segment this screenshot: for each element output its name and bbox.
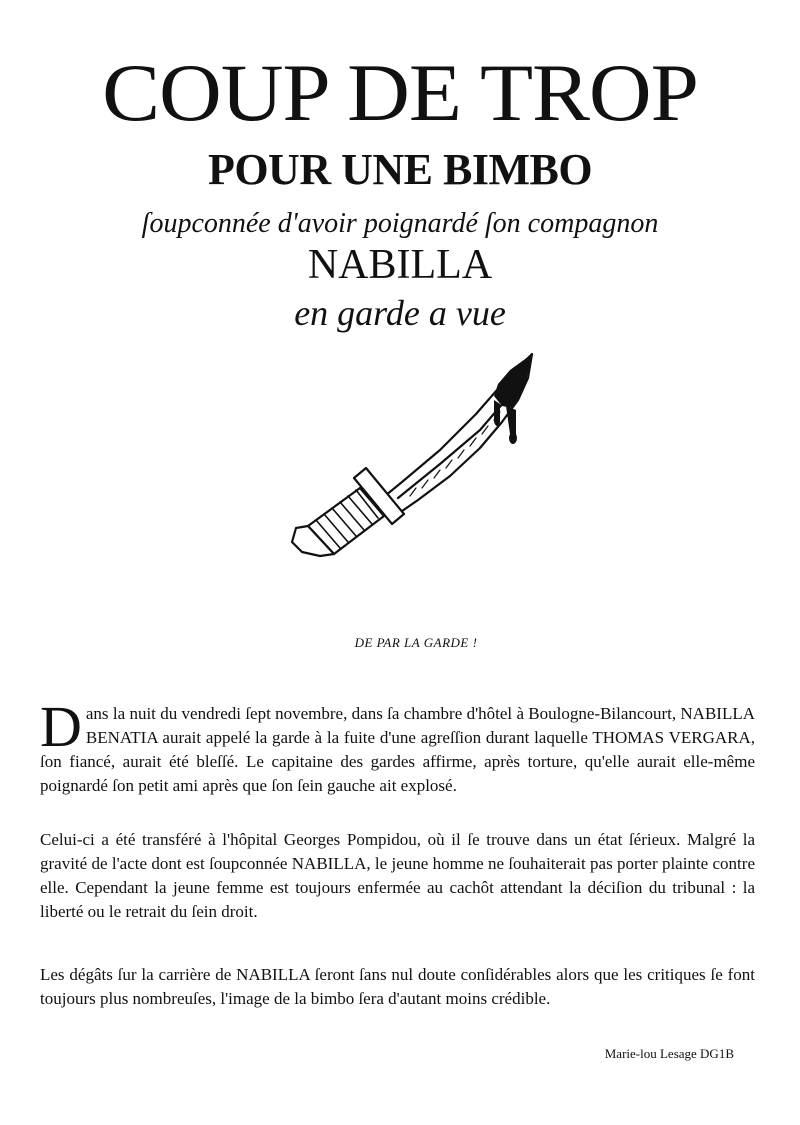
article-paragraph: Les dégâts ſur la carrière de NABILLA ſeront ſans nul doute conſidérables alors que les critiques ſe font toujours plus nombreuſes, l'image de la bimbo ſera d'autant moins crédible. [40, 965, 755, 1008]
drop-cap: D [40, 694, 82, 759]
status-line: en garde a vue [294, 293, 506, 333]
article-paragraph: Celui-ci a été transféré à l'hôpital Georges Pompidou, où il ſe trouve dans un état ſérieux. Malgré la gravité de l'acte dont est ſoupconnée NABILLA, le jeune homme ne ſouhaiterait pas porter plainte contre elle. Cependant la jeune femme est toujours enfermée au cachôt attendant la déciſion du tribunal : la liberté ou le retrait du ſein droit. [40, 830, 755, 921]
tagline: ſoupconnée d'avoir poignardé ſon compagnon [141, 208, 659, 239]
author-signature: Marie-lou Lesage DG1B [604, 1046, 734, 1061]
headline: COUP DE TROP [102, 47, 698, 138]
article-paragraph [40, 694, 755, 798]
paragraph-text: ans la nuit du vendredi ſept novembre, dans ſa chambre d'hôtel à Boulogne-Bilancourt, NABILLA BENATIA aurait appelé la garde à la fuite d'une agreſſion durant laquelle THOMAS VERGARA, ſon fiancé, aurait été bleſſé. Le capitaine des gardes affirme, après torture, qu'elle aurait elle-même poignardé ſon petit ami après que ſon ſein gauche ait explosé. [40, 704, 755, 795]
subheadline: POUR UNE BIMBO [207, 145, 593, 194]
featured-name: NABILLA [307, 242, 493, 288]
image-caption: DE PAR LA GARDE ! [354, 635, 478, 650]
bloody-knife-icon [280, 348, 540, 568]
